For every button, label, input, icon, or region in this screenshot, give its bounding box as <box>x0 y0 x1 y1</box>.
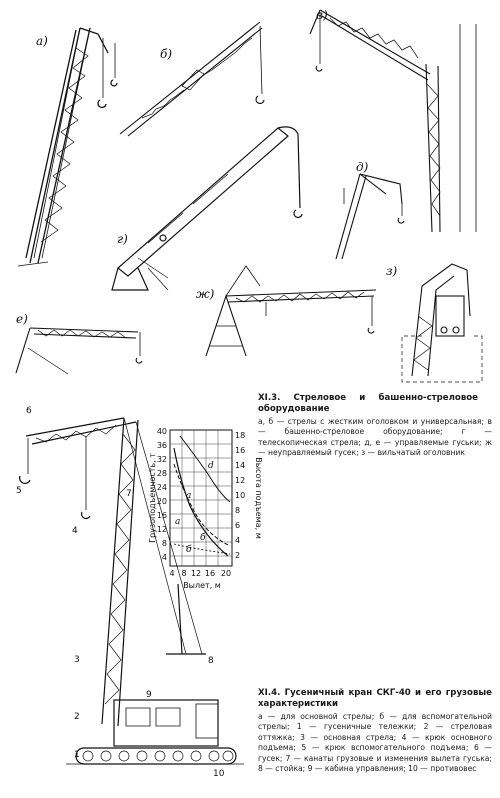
right-tick-4: 4 <box>235 536 241 545</box>
x-axis-title: Вылет, м <box>183 581 221 590</box>
right-axis-title: Высота подъема, м <box>254 457 263 539</box>
right-tick-6: 6 <box>235 521 241 530</box>
part-number-3: 3 <box>74 655 80 665</box>
right-tick-10: 10 <box>235 491 246 500</box>
left-axis-title: Грузоподъемность, т <box>148 453 157 543</box>
right-tick-8: 8 <box>235 506 241 515</box>
figure-xi3-caption-title: XI.3. Стреловое и башенно-стреловое оборудование <box>258 393 478 414</box>
part-number-6: 6 <box>26 406 32 416</box>
part-number-2: 2 <box>74 712 80 722</box>
left-tick-4: 4 <box>161 553 167 562</box>
panel-letter-a: а) <box>36 34 48 48</box>
right-tick-16: 16 <box>235 446 246 455</box>
figure-xi3-caption-body: а, б — стрелы с жестким оголовком и универсальная; в — башенно-стреловое оборудование; г — телескопическая стрела; д, е — управляемые гуськи; ж — неуправляемый гусек; з — вильчатый оголовник <box>258 417 492 458</box>
curve-label-b-2: б <box>186 545 192 555</box>
x-tick-20: 20 <box>220 569 232 578</box>
left-tick-28: 28 <box>156 469 167 478</box>
left-tick-20: 20 <box>156 497 167 506</box>
panel-letter-d: д) <box>356 160 369 174</box>
right-tick-14: 14 <box>235 461 246 470</box>
x-tick-16: 16 <box>204 569 216 578</box>
part-number-5: 5 <box>16 486 22 496</box>
left-tick-24: 24 <box>156 483 167 492</box>
left-tick-40: 40 <box>156 427 167 436</box>
left-tick-32: 32 <box>156 455 167 464</box>
left-tick-36: 36 <box>156 441 167 450</box>
boom-drawing-e <box>8 318 158 378</box>
boom-drawing-z <box>392 256 492 386</box>
right-tick-18: 18 <box>235 431 246 440</box>
x-tick-8: 8 <box>181 569 187 578</box>
panel-letter-v: в) <box>316 8 328 22</box>
panel-letter-zh: ж) <box>196 287 215 301</box>
right-tick-2: 2 <box>235 551 241 560</box>
left-tick-8: 8 <box>161 539 167 548</box>
panel-letter-b: б) <box>160 47 173 61</box>
figure-xi4-caption-body: а — для основной стрелы; б — для вспомогательной стрелы; 1 — гусеничные тележки; 2 — стреловая оттяжка; 3 — основная стрела; 4 — крюк основного подъема; 5 — крюк вспомогательного подъема; 6 — гусек; 7 — канаты грузовые и изменения вылета гуська; 8 — стойка; 9 — кабина управления; 10 — противовес <box>258 712 492 774</box>
panel-letter-g: г) <box>117 232 128 246</box>
figure-xi4-caption-title: XI.4. Гусеничный кран СКГ-40 и его грузовые характеристики <box>258 688 492 709</box>
panel-letter-e: е) <box>16 312 28 326</box>
curve-label-b-1: б <box>200 533 206 543</box>
part-number-8: 8 <box>208 656 214 666</box>
curve-label-a-2: а <box>175 517 181 527</box>
boom-drawing-d <box>330 164 410 264</box>
load-characteristics-chart <box>150 424 262 596</box>
x-tick-12: 12 <box>190 569 202 578</box>
left-tick-12: 12 <box>156 525 167 534</box>
curve-label-d: d <box>208 461 214 471</box>
part-number-7: 7 <box>126 489 132 499</box>
part-number-4: 4 <box>72 526 78 536</box>
curve-label-a-1: а <box>186 491 192 501</box>
part-number-10: 10 <box>213 769 225 779</box>
boom-drawing-zh <box>186 256 386 366</box>
panel-letter-z: з) <box>386 264 398 278</box>
left-tick-16: 16 <box>156 511 167 520</box>
part-number-9: 9 <box>146 690 152 700</box>
x-tick-4: 4 <box>169 569 175 578</box>
part-number-1: 1 <box>74 750 80 760</box>
right-tick-12: 12 <box>235 476 246 485</box>
